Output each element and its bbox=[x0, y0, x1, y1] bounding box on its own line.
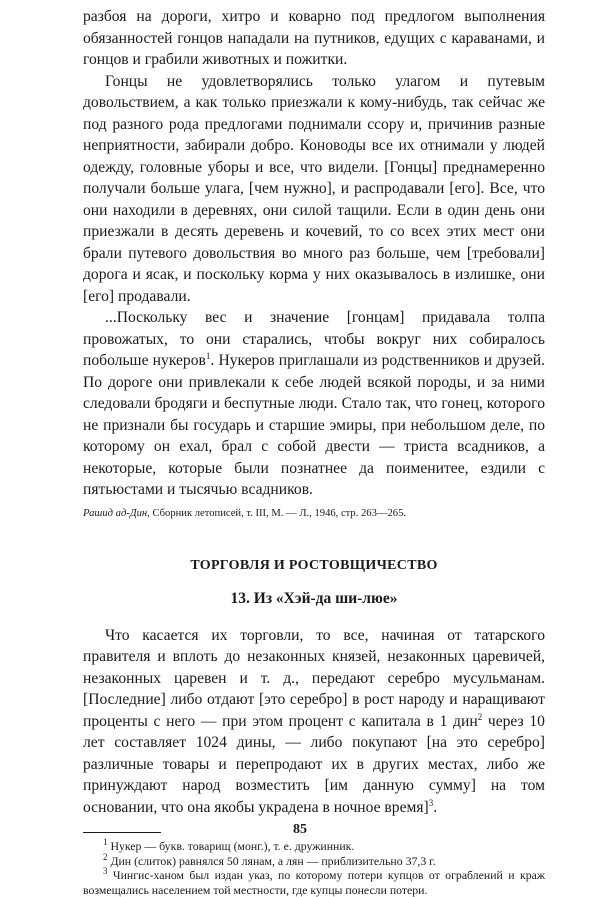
footnote-ref-1: 1 bbox=[205, 350, 211, 361]
citation-author: Рашид ад-Дин, bbox=[83, 507, 150, 519]
page-body bbox=[83, 6, 545, 897]
footnote-number: 3 bbox=[103, 866, 108, 877]
footnote-number: 2 bbox=[103, 851, 108, 862]
paragraph-trade bbox=[83, 625, 545, 819]
footnote-1 bbox=[83, 839, 545, 854]
paragraph-trade-end: . bbox=[433, 798, 438, 816]
paragraph-nukers-text-1: ...Поскольку вес и значение [гонцам] придавала толпа провожатых, то они старались, чтобы вокруг них собиралось побольше нукеров bbox=[83, 309, 545, 369]
footnote-ref-3: 3 bbox=[428, 797, 434, 808]
paragraph-nukers bbox=[83, 307, 545, 501]
citation-text: Сборник летописей, т. III, М. — Л., 1946, стр. 263—265. bbox=[149, 507, 407, 519]
section-heading: ТОРГОВЛЯ И РОСТОВЩИЧЕСТВО bbox=[190, 557, 438, 573]
page-number: 85 bbox=[293, 822, 307, 837]
paragraph-nukers-text-2: . Нукеров приглашали из родственников и друзей. По дороге они привлекали к себе людей всякой породы, и за ними следовали бродяги и беспутные люди. Стало так, что гонец, которого не признали бы государь и старшие эмиры, при небольшом деле, по которому он ехал, брал с собой двести — триста всадников, а некоторые, которые были познатнее да поименитее, ездили с пятьюстами и тысячью всадников. bbox=[83, 352, 545, 498]
footnote-text: Дин (слиток) равнялся 50 лянам, а лян — приблизительно 37,3 г. bbox=[107, 853, 436, 868]
paragraph-trade-text-2: через 10 лет составляет 1024 дины, — либо покупают [на это серебро] различные товары и перепродают их в других местах, либо же принуждают народ возместить [им данную сумму] на том основании, что она якобы украдена в ночное время] bbox=[83, 712, 545, 816]
footnote-text: Нукер — букв. товарищ (монг.), т. е. дружинник. bbox=[107, 839, 355, 853]
source-citation bbox=[83, 507, 545, 521]
footnote-3 bbox=[83, 868, 545, 897]
footnote-number: 1 bbox=[103, 837, 108, 848]
paragraph-trade-text-1: Что касается их торговли, то все, начиная от татарского правителя и вплоть до незаконных князей, незаконных царевичей, незаконных царевен и т. д., передают серебро мусульманам. [Последние] либо отдают [это серебро] в рост народу и наращивают проценты с него — при этом процент с капитала в 1 дин bbox=[83, 626, 545, 730]
paragraph-continuation: разбоя на дороги, хитро и коварно под предлогом выполнения обязанностей гонцов нападали на путников, едущих с караванами, и гонцов и грабили животных и пожитки. bbox=[83, 8, 545, 68]
footnote-2 bbox=[83, 851, 545, 869]
document-heading: 13. Из «Хэй-да ши-люе» bbox=[230, 589, 398, 607]
paragraph-messengers: Гонцы не удовлетворялись только улагом и путевым довольствием, а как только приезжали к кому-нибудь, так сейчас же под разного рода предлогами поднимали ссору и, причинив разные неприятности, забирали добро. Коноводы все их отнимали у людей одежду, головные уборы и все, что видели. [Гонцы] преднамеренно получали больше улага, [чем нужно], и распродавали [его]. Все, что они находили в деревнях, они силой тащили. Если в один день они приезжали в десять деревень и кочевий, то со всех этих мест они брали путевого довольствия во много раз больше, чем [требовали] дорога и ясак, и поскольку корма у них оказывалось в излишке, они [его] продавали. bbox=[83, 72, 545, 305]
footnote-ref-2: 2 bbox=[477, 711, 483, 722]
footnote-text: Чингис-ханом был издан указ, по которому потери купцов от ограблений и краж возмещались населением той местности, где купцы понесли потери. bbox=[83, 868, 545, 897]
